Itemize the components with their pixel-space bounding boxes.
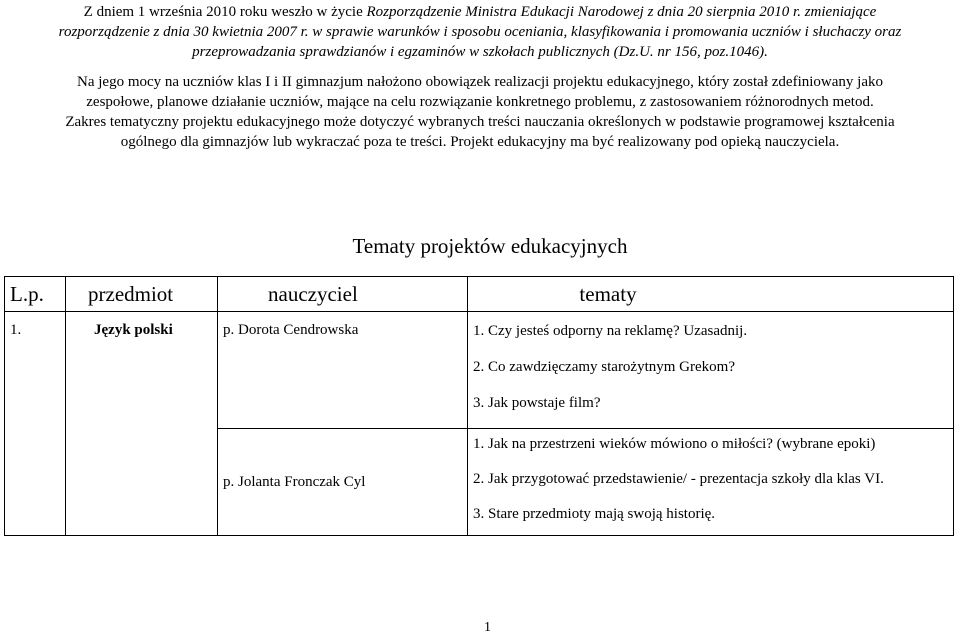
page-number: 1 xyxy=(484,620,491,635)
regulation-title-2: rozporządzenie z dnia 30 kwietnia 2007 r. w sprawie warunków i sposobu oceniania, klasyfikowania i promowania uczniów i słuchaczy oraz xyxy=(58,24,902,40)
header-topics: tematy xyxy=(468,277,954,312)
paragraph-line-4: ogólnego dla gimnazjów lub wykraczać poza te treści. Projekt edukacyjny ma być realizowany pod opieką nauczyciela. xyxy=(120,134,840,150)
table-header-row xyxy=(5,277,954,312)
row-teacher-2: p. Jolanta Fronczak Cyl xyxy=(218,429,468,536)
row-subject xyxy=(66,312,218,536)
table-title: Tematy projektów edukacyjnych xyxy=(352,234,628,258)
regulation-title-1: Rozporządzenie Ministra Edukacji Narodowej z dnia 20 sierpnia 2010 r. zmieniające xyxy=(366,4,877,20)
topic-item: 3. Jak powstaje film? xyxy=(473,395,601,411)
intro-text xyxy=(0,2,960,62)
row-topics-1 xyxy=(468,312,954,429)
subject-name: Język polski xyxy=(94,322,173,338)
topic-item: 3. Stare przedmioty mają swoją historię. xyxy=(473,506,716,522)
intro-line-3 xyxy=(0,42,960,62)
header-subject: przedmiot xyxy=(66,277,218,312)
body-paragraph xyxy=(14,72,946,152)
header-lp: L.p. xyxy=(5,277,66,312)
row-topics-2 xyxy=(468,429,954,536)
intro-line-1 xyxy=(0,2,960,22)
regulation-title-3: przeprowadzania sprawdzianów i egzaminów w szkołach publicznych (Dz.U. nr 156, poz.1046). xyxy=(192,44,768,60)
topic-item: 2. Jak przygotować przedstawienie/ - prezentacja szkoły dla klas VI. xyxy=(473,471,884,487)
topic-item: 2. Co zawdzięczamy starożytnym Grekom? xyxy=(473,359,735,375)
table-row xyxy=(5,312,954,429)
row-teacher-1: p. Dorota Cendrowska xyxy=(218,312,468,429)
header-teacher: nauczyciel xyxy=(218,277,468,312)
projects-table xyxy=(4,276,954,536)
intro-prefix: Z dniem 1 września 2010 roku weszło w życie xyxy=(83,4,367,20)
row-lp: 1. xyxy=(5,312,66,536)
topic-item: 1. Czy jesteś odporny na reklamę? Uzasadnij. xyxy=(473,323,748,339)
paragraph-line-3: Zakres tematyczny projektu edukacyjnego może dotyczyć wybranych treści nauczania określonych w podstawie programowej kształcenia xyxy=(65,114,895,130)
paragraph-line-1: Na jego mocy na uczniów klas I i II gimnazjum nałożono obowiązek realizacji projektu edukacyjnego, który został zdefiniowany jako xyxy=(77,74,883,90)
intro-line-2 xyxy=(0,22,960,42)
paragraph-line-2: zespołowe, planowe działanie uczniów, mające na celu rozwiązanie konkretnego problemu, z zastosowaniem różnorodnych metod. xyxy=(86,94,874,110)
topic-item: 1. Jak na przestrzeni wieków mówiono o miłości? (wybrane epoki) xyxy=(473,436,876,452)
